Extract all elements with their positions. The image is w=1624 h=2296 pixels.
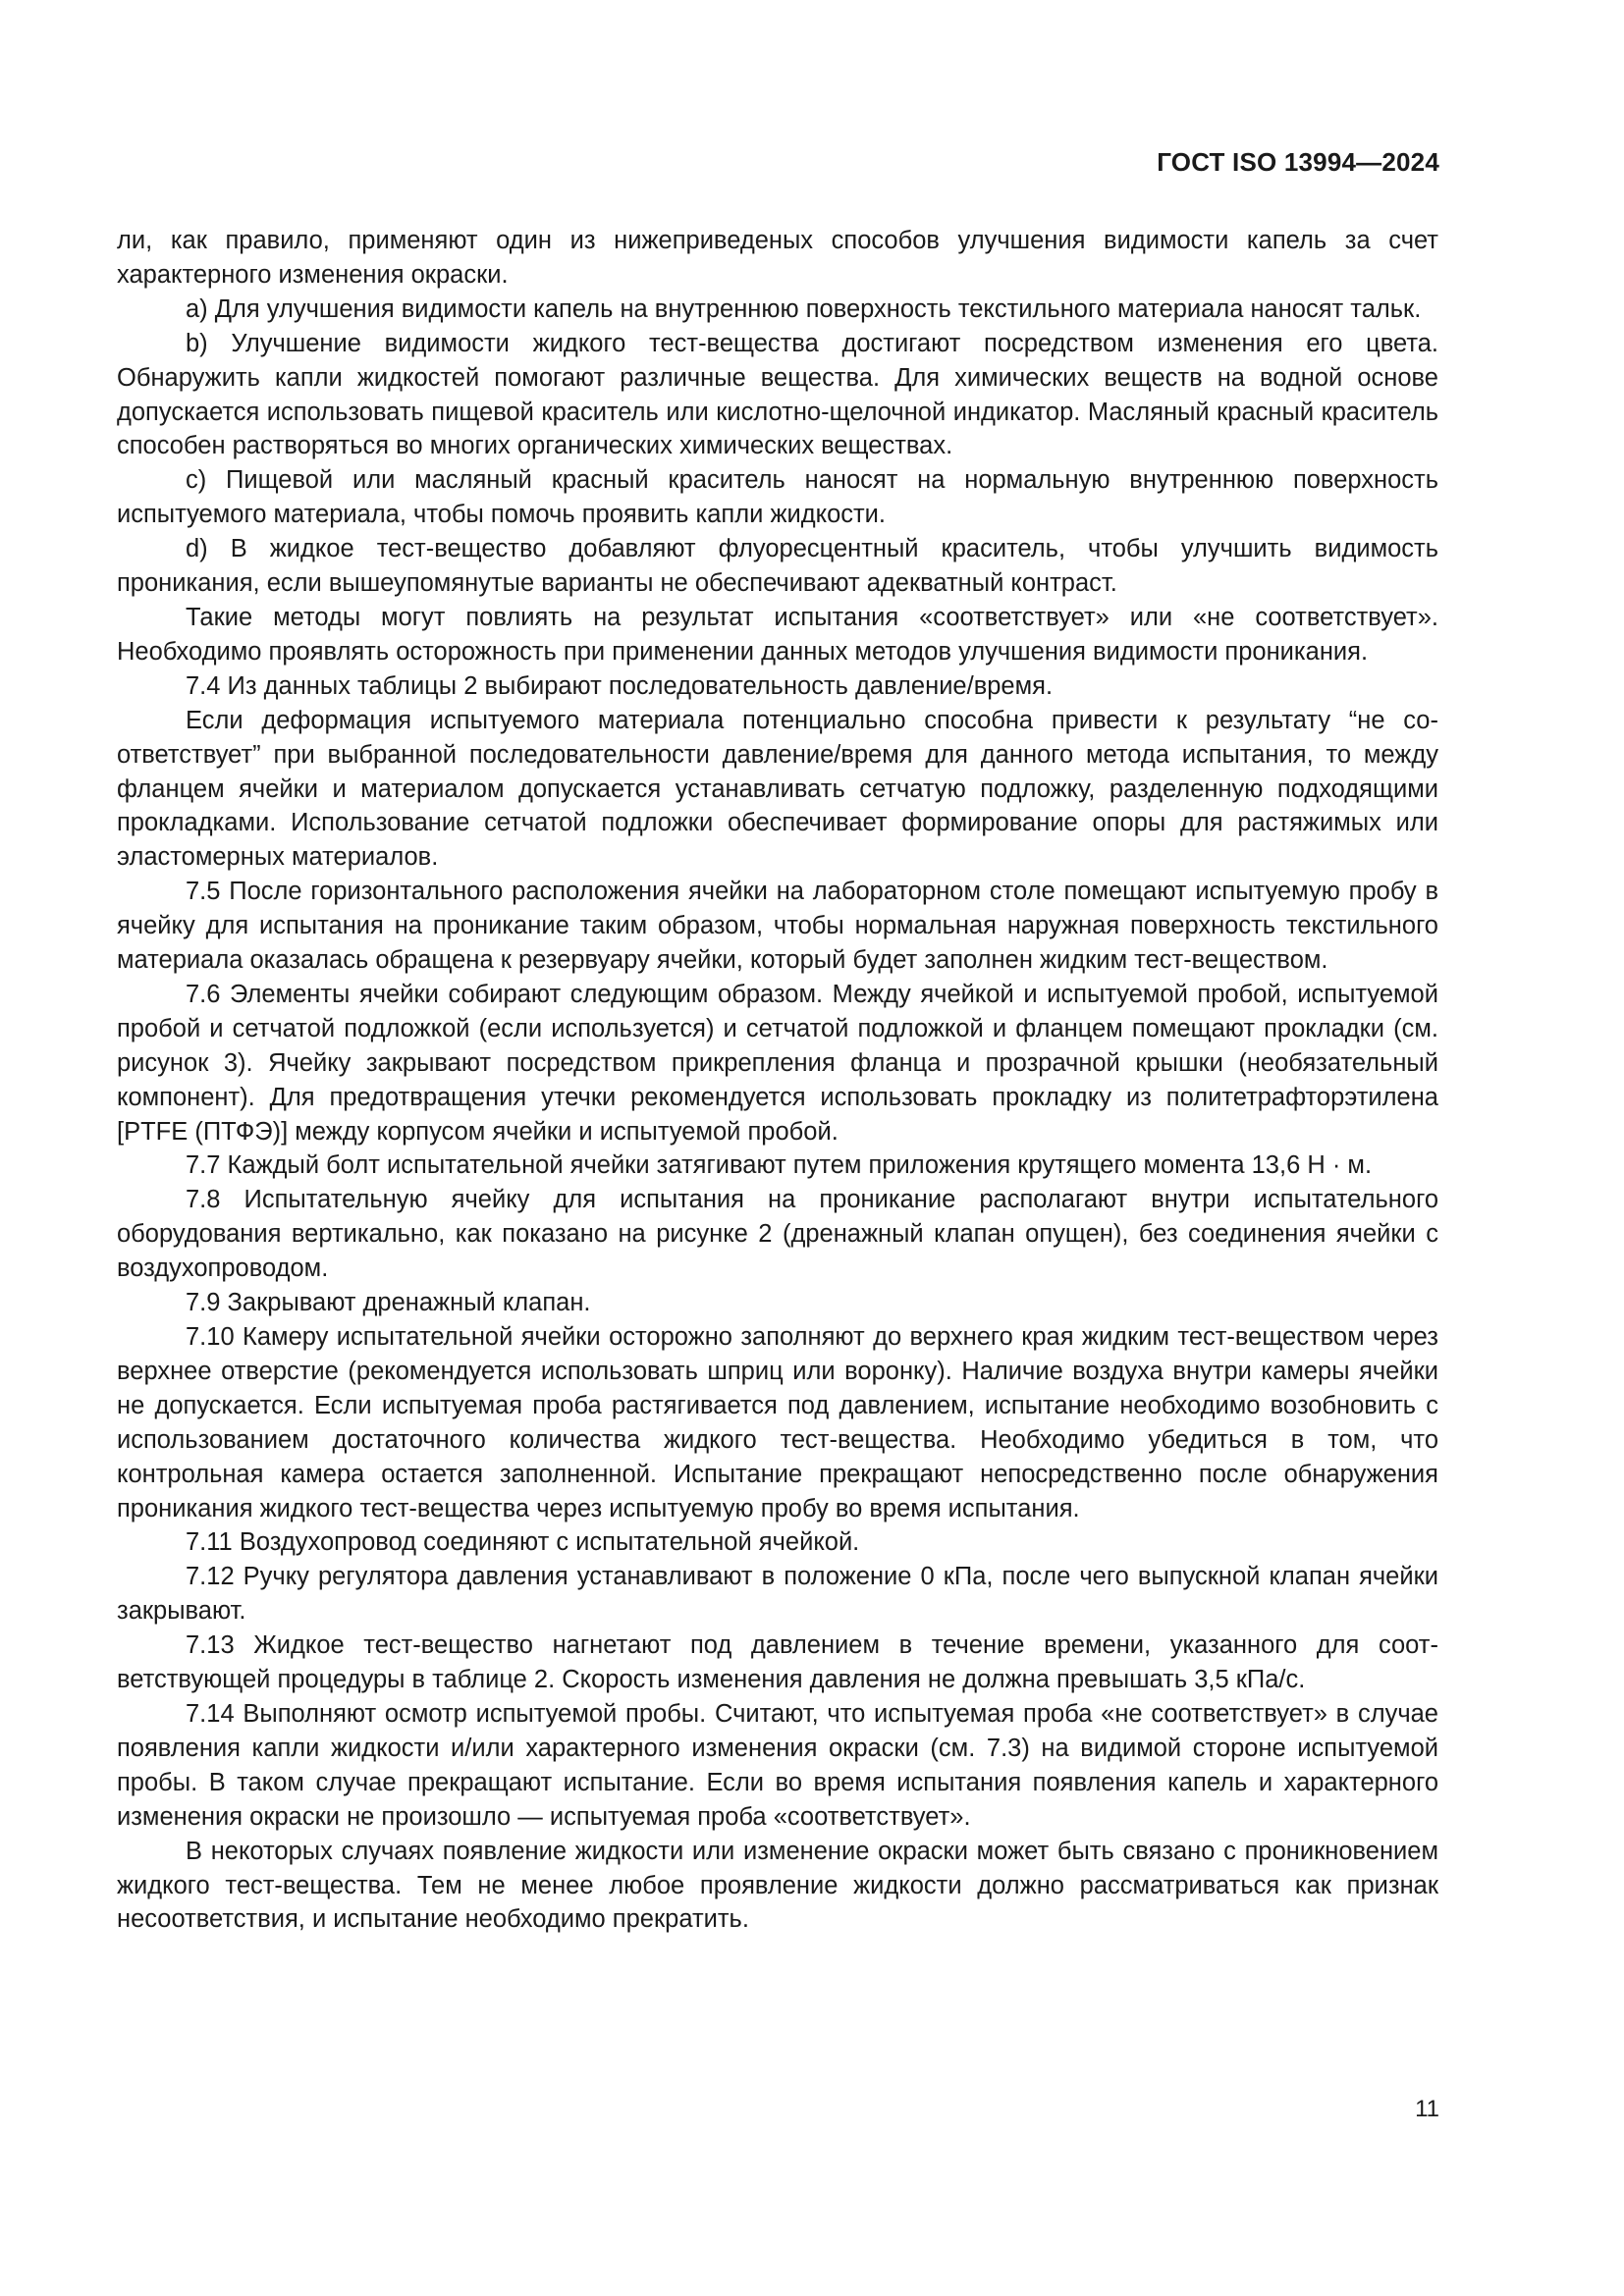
clause-7-11: 7.11 Воздухопровод соединяют с испытательной ячейкой. [186, 1528, 860, 1557]
clause-7-14: 7.14 Выполняют осмотр испытуемой пробы. Считают, что испытуемая проба «не соответствует» в случае появления капли жидкости и/или характерного изменения окраски (см. 7.3) на видимой стороне испытуемой пробы. В таком случае прекращают испытание. Если во время испытания появления капель и характерного изменения окраски не произошло — испытуемая проба «соответствует». [117, 1699, 1438, 1831]
paragraph-item-a: a) Для улучшения видимости капель на внутреннюю поверхность текстильного материала наносят тальк. [186, 294, 1422, 323]
paragraph-continuation: ли, как правило, применяют один из нижеприведеных способов улучшения видимости капель за счет характерного изменения окраски. [117, 227, 1438, 289]
clause-7-12: 7.12 Ручку регулятора давления устанавливают в положение 0 кПа, после чего выпускной клапан ячейки закрывают. [117, 1563, 1438, 1626]
paragraph-final-note: В некоторых случаях появление жидкости или изменение окраски может быть связано с проникновением жидкого тест-вещества. Тем не менее любое проявление жидкости должно рассматриваться как признак несоответствия, и испытание необходимо прекратить. [117, 1837, 1438, 1934]
paragraph-item-c: c) Пищевой или масляный красный краситель наносят на нормальную внутреннюю поверхность испытуемого материала, чтобы помочь проявить капли жидкости. [117, 466, 1438, 529]
clause-7-7: 7.7 Каждый болт испытательной ячейки затягивают путем приложения крутящего момента 13,6 Н · м. [186, 1151, 1373, 1180]
clause-7-9: 7.9 Закрывают дренажный клапан. [186, 1289, 591, 1317]
clause-7-6: 7.6 Элементы ячейки собирают следующим образом. Между ячейкой и испытуемой пробой, испытуемой пробой и сетчатой подложкой (если используется) и сетчатой подложкой и фланцем помещают прокладки (см. рисунок 3). Ячейку закрывают посредством прикрепления фланца и прозрачной крышки (необязательный компонент). Для предотвращения утечки рекомендуется использовать прокладку из политетрафторэтилена [PTFE (ПТФЭ)] между корпусом ячейки и испытуемой пробой. [117, 980, 1438, 1146]
clause-7-10: 7.10 Камеру испытательной ячейки осторожно заполняют до верхнего края жидким тест-веществом через верхнее отверстие (рекомендуется использовать шприц или воронку). Наличие воздуха внутри камеры ячейки не допускается. Если испытуемая проба растягивается под давлением, испытание необходимо возобновить с использованием достаточного количества жидкого тест-вещества. Необходимо убедиться в том, что контрольная камера остается заполненной. Испытание прекращают непосредственно после обнаружения проникания жидкого тест-вещества через испытуемую пробу во время испытания. [117, 1323, 1438, 1522]
document-header: ГОСТ ISO 13994—2024 [1157, 147, 1439, 177]
clause-7-13: 7.13 Жидкое тест-вещество нагнетают под давлением в течение времени, указанного для соответствующей процедуры в таблице 2. Скорость изменения давления не должна превышать 3,5 кПа/с. [117, 1631, 1438, 1694]
paragraph-item-b: b) Улучшение видимости жидкого тест-вещества достигают посредством изменения его цвета. Обнаружить капли жидкостей помогают различные вещества. Для химических веществ на водной основе допускается использовать пищевой краситель или кислотно-щелочной индикатор. Масляный красный краситель способен растворяться во многих органических химических веществах. [117, 329, 1438, 460]
clause-7-8: 7.8 Испытательную ячейку для испытания на проникание располагают внутри испытательного оборудования вертикально, как показано на рисунке 2 (дренажный клапан опущен), без соединения ячейки с воздухопроводом. [117, 1186, 1438, 1283]
page-number: 11 [1415, 2096, 1439, 2122]
document-body [117, 224, 1438, 1937]
paragraph-caution: Такие методы могут повлиять на результат испытания «соответствует» или «не соответствует». Необходимо проявлять осторожность при применении данных методов улучшения видимости проникания. [117, 603, 1438, 666]
paragraph-item-d: d) В жидкое тест-вещество добавляют флуоресцентный краситель, чтобы улучшить видимость проникания, если вышеупомянутые варианты не обеспечивают адекватный контраст. [117, 535, 1438, 598]
clause-7-4: 7.4 Из данных таблицы 2 выбирают последовательность давление/время. [186, 671, 1054, 700]
clause-7-5: 7.5 После горизонтального расположения ячейки на лабораторном столе помещают испытуемую пробу в ячейку для испытания на проникание таким образом, чтобы нормальная наружная поверхность текстильного материала оказалась обращена к резервуару ячейки, который будет заполнен жидким тест-веществом. [117, 878, 1438, 975]
paragraph-deformation: Если деформация испытуемого материала потенциально способна привести к результату “не соответствует” при выбранной последовательности давление/время для данного метода испытания, то между фланцем ячейки и материалом допускается устанавливать сетчатую подложку, разделенную подходящими прокладками. Использование сетчатой подложки обеспечивает формирование опоры для растяжимых или эластомерных материалов. [117, 706, 1438, 872]
